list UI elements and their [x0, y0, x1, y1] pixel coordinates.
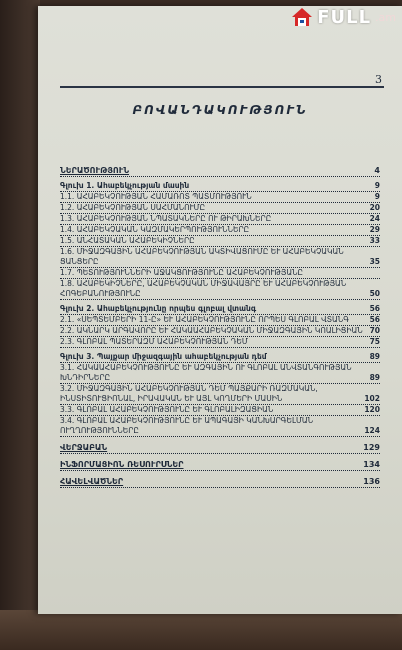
toc-entry [60, 326, 380, 337]
toc-entry [60, 166, 380, 177]
toc-entry-title: 1.7. ՊԵՏՈՒԹՅՈՒՆՆԵՐԻ ԱՋԱԿՑՈՒԹՅՈՒՆԸ ԱՀԱԲԵԿՉՈՒԹՅԱՆԸ [60, 268, 304, 277]
toc-entry-title: 1.1. ԱՀԱԲԵԿՉՈՒԹՅԱՆ ՀԱՄԱՌՈՏ ՊԱՏՄՈՒԹՅՈՒՆ [60, 192, 252, 201]
toc-entry [60, 203, 380, 214]
toc-entry [60, 477, 380, 488]
toc-entry-title: 3.4. ԳԼՈԲԱԼ ԱՀԱԲԵԿՉՈՒԹՅՈՒՆԸ ԵՒ ԱՊԱԳԱՅԻ ԿԱՆԽԱՐԳԵԼՄԱՆ ՈՒՂՂՈՒԹՅՈՒՆՆԵՐԸ [60, 416, 314, 435]
table-of-contents [60, 160, 380, 488]
toc-entry-title: 3.1. ՀԱԿԱԱՀԱԲԵԿՉՈՒԹՅՈՒՆԸ ԵՒ ԱԶԳԱՅԻՆ ՈՒ ԳԼՈԲԱԼ ԱՆՎՏԱՆԳՈՒԹՅԱՆ ԽՆԴԻՐՆԵՐԸ [60, 363, 352, 382]
page-number: 3 [375, 73, 382, 86]
toc-entry-title: ՎԵՐՋԱԲԱՆ [60, 443, 108, 452]
toc-entry [60, 236, 380, 247]
toc-entry-title: ԻՆՖՈՐՄԱՑԻՈՆ ՌԵՍՈՒՐՍՆԵՐ [60, 460, 184, 469]
toc-entry-page: 89 [369, 352, 380, 361]
toc-entry [60, 443, 380, 454]
toc-entry [60, 225, 380, 236]
house-logo-icon [291, 6, 313, 28]
toc-entry [60, 363, 380, 384]
toc-entry-page: 70 [369, 326, 380, 335]
toc-entry-page: 124 [364, 426, 380, 435]
toc-entry-page: 102 [364, 394, 380, 403]
toc-entry-page: 120 [364, 405, 380, 414]
toc-entry-title: ՆԵՐԱԾՈՒԹՅՈՒՆ [60, 166, 130, 175]
toc-entry-page: 134 [363, 460, 380, 469]
toc-entry-page: 9 [374, 192, 380, 201]
toc-entry [60, 460, 380, 471]
toc-entry-title: ՀԱՎԵԼՎԱԾՆԵՐ [60, 477, 124, 486]
toc-entry [60, 352, 380, 363]
toc-entry-page: 50 [369, 289, 380, 298]
toc-entry [60, 247, 380, 268]
toc-entry [60, 214, 380, 225]
toc-entry [60, 405, 380, 416]
background-table [0, 610, 402, 650]
toc-entry-title: 1.8. ԱՀԱԲԵԿԻՉՆԵՐԸ, ԱՀԱԲԵԿՉԱԿԱՆ ՄԻՋԱՎԱՅՐԸ ԵՒ ԱՀԱԲԵԿՉՈՒԹՅԱՆ ՀՈԳԵԲԱՆՈՒԹՅՈՒՆԸ [60, 279, 347, 298]
toc-entry-title: Գլուխ 3. Պայքար միջազգային ահաբեկչության դեմ [60, 352, 267, 361]
toc-entry [60, 181, 380, 192]
toc-entry-page: 89 [369, 373, 380, 382]
toc-entry-page: 20 [369, 203, 380, 212]
toc-entry-page: 56 [369, 315, 380, 324]
toc-entry [60, 192, 380, 203]
toc-entry-title: 1.3. ԱՀԱԲԵԿՉՈՒԹՅԱՆ ՆՊԱՏԱԿՆԵՐԸ ՈՒ ԹԻՐԱԽՆԵՐԸ [60, 214, 272, 223]
toc-entry-title: 3.3. ԳԼՈԲԱԼ ԱՀԱԲԵԿՉՈՒԹՅՈՒՆԸ ԵՒ ԳԼՈԲԱԼԻԶԱՑԻԱՆ [60, 405, 274, 414]
book-page [38, 6, 402, 614]
toc-entry-title: 1.4. ԱՀԱԲԵԿՉԱԿԱՆ ԿԱԶՄԱԿԵՐՊՈՒԹՅՈՒՆՆԵՐԸ [60, 225, 250, 234]
page-title: ԲՈՎԱՆԴԱԿՈՒԹՅՈՒՆ [132, 103, 308, 117]
toc-entry [60, 416, 380, 437]
toc-entry-title: Գլուխ 1. Ահաբեկչության մասին [60, 181, 190, 190]
toc-entry [60, 315, 380, 326]
toc-entry [60, 268, 380, 279]
toc-entry [60, 337, 380, 348]
toc-entry-page: 9 [374, 181, 380, 190]
toc-entry-title: 1.2. ԱՀԱԲԵԿՉՈՒԹՅԱՆ ՍԱՀՄԱՆՈՒՄԸ [60, 203, 206, 212]
toc-entry-page: 35 [369, 257, 380, 266]
toc-entry-page: 4 [374, 166, 380, 175]
toc-entry-page: 33 [369, 236, 380, 245]
toc-entry [60, 304, 380, 315]
toc-entry [60, 279, 380, 300]
toc-entry-page: 24 [369, 214, 380, 223]
toc-entry [60, 384, 380, 405]
watermark [291, 6, 396, 28]
watermark-domain: .am [375, 10, 396, 24]
toc-entry-page: 29 [369, 225, 380, 234]
toc-entry-title: Գլուխ 2. Ահաբեկչությունը որպես գլոբալ վտանգ [60, 304, 257, 313]
toc-entry-title: 2.3. ԳԼՈԲԱԼ ՊԱՏԵՐԱԶՄ ԱՀԱԲԵԿՉՈՒԹՅԱՆ ԴԵՄ [60, 337, 248, 346]
toc-entry-title: 1.5. ԱՆՀԱՏԱԿԱՆ ԱՀԱԲԵԿԻՉՆԵՐԸ [60, 236, 195, 245]
toc-entry-page: 136 [363, 477, 380, 486]
header-rule [60, 86, 384, 88]
toc-entry-title: 2.1. «ՍԵՊՏԵՄԲԵՐԻ 11-Ը» ԵՒ ԱՀԱԲԵԿՉՈՒԹՅՈՒՆԸ ՈՐՊԵՍ ԳԼՈԲԱԼ ՎՏԱՆԳ [60, 315, 349, 324]
toc-entry-title: 1.6. ՄԻՋԱԶԳԱՅԻՆ ԱՀԱԲԵԿՉՈՒԹՅԱՆ ԱԿՏԻՎԱՑՈՒՄԸ ԵՒ ԱՀԱԲԵԿՉԱԿԱՆ ՑԱՆՑԵՐԸ [60, 247, 344, 266]
toc-entry-page: 129 [363, 443, 380, 452]
toc-entry-title: 3.2. ՄԻՋԱԶԳԱՅԻՆ ԱՀԱԲԵԿՉՈՒԹՅԱՆ ԴԵՄ ՊԱՅՔԱՐԻ ՌԱԶՄԱԿԱՆ, ԻՆՍՏԻՏՈՒՑԻՈՆԱԼ, ԻՐԱՎԱԿԱՆ ԵՒ ԱՅԼ ԿՈՂՄԵՐԻ ՄԱՍԻՆ [60, 384, 318, 403]
toc-entry-title: 2.2. ԱԿՆԱՐԿ ԱՐԳԱՎՈՐԸ ԵՒ ՀԱԿԱԱՀԱԲԵԿՉԱԿԱՆ ՄԻՋԱԶԳԱՅԻՆ ԿՈԱԼԻՑԻԱՆ [60, 326, 363, 335]
toc-entry-page: 75 [369, 337, 380, 346]
background-left [0, 0, 40, 650]
watermark-text: FULL [317, 6, 372, 28]
toc-entry-page: 56 [369, 304, 380, 313]
